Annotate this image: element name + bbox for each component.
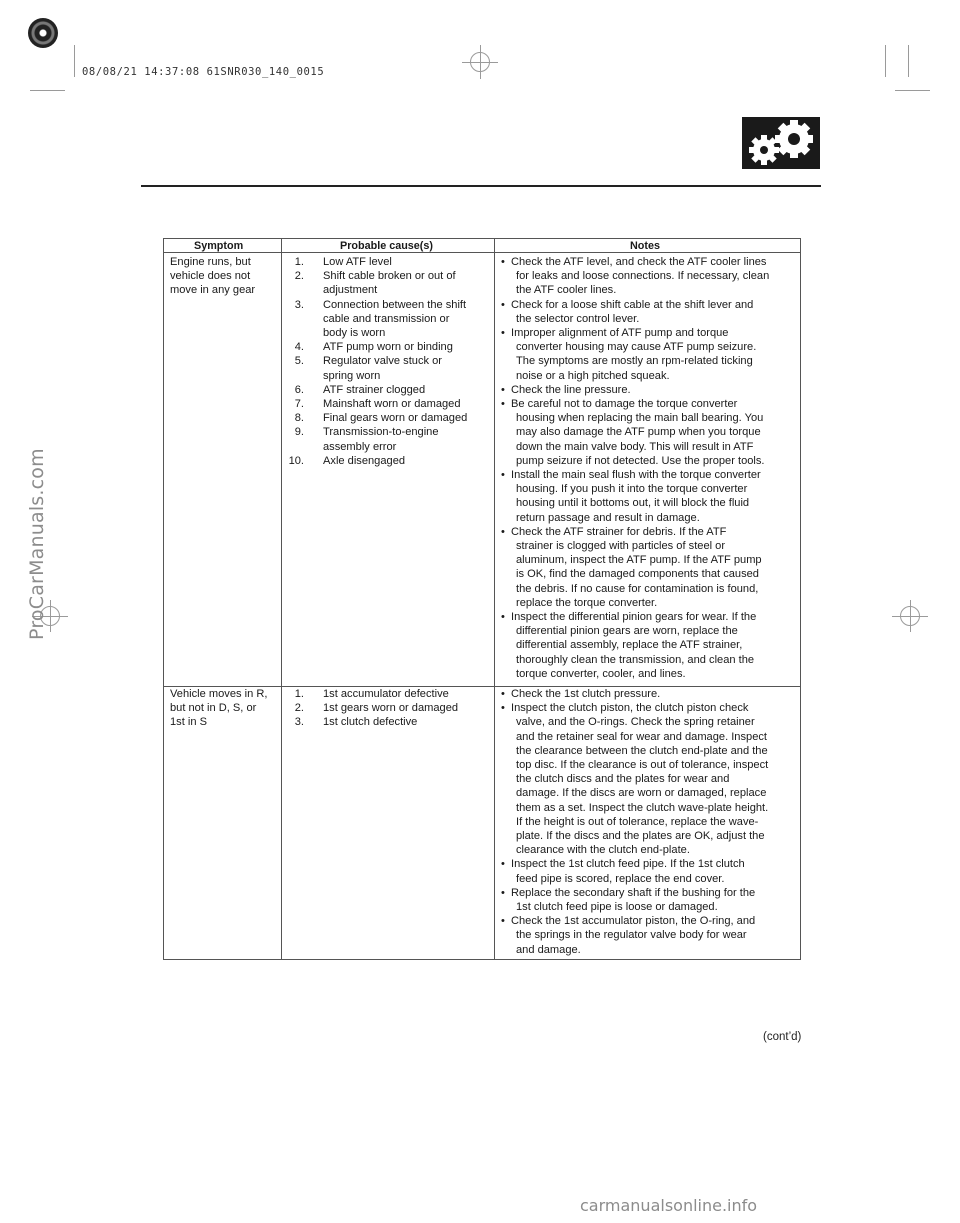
note-text: is OK, find the damaged components that caused	[516, 568, 759, 581]
cause-text: 1st accumulator defective	[323, 688, 449, 700]
note-item	[501, 857, 798, 885]
crop-mark	[74, 45, 75, 77]
note-text: the ATF cooler lines.	[516, 284, 617, 297]
note-text: housing. If you push it into the torque converter	[516, 483, 748, 496]
note-text: Check for a loose shift cable at the shift lever and	[511, 298, 754, 311]
note-text: and damage.	[516, 943, 581, 956]
cause-text: assembly error	[323, 440, 397, 453]
note-text: Check the ATF strainer for debris. If the ATF	[511, 525, 727, 538]
cause-item	[282, 701, 494, 715]
notes-list	[501, 687, 798, 957]
note-text: Inspect the 1st clutch feed pipe. If the 1st clutch	[511, 858, 745, 871]
note-text: strainer is clogged with particles of steel or	[516, 540, 726, 553]
note-text: plate. If the discs and the plates are OK, adjust the	[516, 830, 765, 843]
cause-number: 9.	[294, 426, 304, 439]
note-text: Check the 1st clutch pressure.	[511, 688, 661, 700]
cause-text: Connection between the shift	[323, 298, 467, 311]
note-item	[501, 914, 798, 957]
cause-number: 1.	[294, 688, 304, 700]
note-text: If the height is out of tolerance, replace the wave-	[516, 815, 759, 828]
note-text: thoroughly clean the transmission, and clean the	[516, 653, 755, 666]
note-text: Improper alignment of ATF pump and torque	[511, 327, 729, 340]
bullet: •	[501, 858, 505, 871]
note-text: housing when replacing the main ball bearing. You	[516, 412, 764, 425]
cause-number: 1.	[294, 256, 304, 268]
cause-text: Regulator valve stuck or	[323, 355, 443, 368]
crop-mark	[885, 45, 886, 77]
header-notes: Notes	[630, 240, 660, 252]
bullet: •	[501, 469, 505, 482]
note-item	[501, 886, 798, 914]
note-item	[501, 468, 798, 525]
note-text: Check the ATF level, and check the ATF cooler lines	[511, 256, 767, 268]
cause-text: 1st gears worn or damaged	[323, 702, 459, 715]
cause-item	[282, 397, 494, 411]
cause-text: spring worn	[323, 369, 381, 382]
cause-item	[282, 411, 494, 425]
causes-list	[282, 687, 494, 730]
crosshair-line	[910, 600, 911, 632]
cause-item	[282, 340, 494, 354]
cause-item	[282, 354, 494, 382]
note-text: the clearance between the clutch end-plate and the	[516, 744, 768, 757]
bottom-watermark: carmanualsonline.info	[580, 1196, 758, 1215]
cause-text: adjustment	[323, 284, 378, 297]
cause-text: 1st clutch defective	[323, 716, 418, 729]
header-rule	[141, 185, 821, 187]
bullet: •	[501, 298, 505, 311]
note-text: for leaks and loose connections. If necessary, clean	[516, 270, 770, 283]
note-text: Inspect the clutch piston, the clutch piston check	[511, 702, 749, 715]
bullet: •	[501, 886, 505, 899]
crop-mark	[895, 90, 930, 91]
note-item	[501, 701, 798, 857]
cause-item	[282, 715, 494, 729]
note-item	[501, 255, 798, 298]
note-text: noise or a high pitched squeak.	[516, 369, 670, 382]
note-item	[501, 298, 798, 326]
note-text: the selector control lever.	[516, 312, 640, 325]
symptom-line: Vehicle moves in R,	[170, 688, 268, 700]
cause-number: 10.	[288, 454, 304, 467]
note-text: and the retainer seal for wear and damage. Inspect	[516, 730, 767, 743]
cause-item	[282, 298, 494, 341]
cause-text: Shift cable broken or out of	[323, 270, 456, 283]
bullet: •	[501, 398, 505, 411]
bullet: •	[501, 611, 505, 624]
side-watermark: ProCarManuals.com	[26, 448, 48, 640]
note-text: down the main valve body. This will result in ATF	[516, 440, 754, 453]
note-text: the clutch discs and the plates for wear and	[516, 773, 730, 786]
cause-number: 2.	[294, 270, 304, 283]
note-text: 1st clutch feed pipe is loose or damaged.	[516, 901, 718, 914]
symptom-cell	[170, 687, 278, 730]
note-text: differential assembly, replace the ATF strainer,	[516, 639, 743, 652]
cause-text: Mainshaft worn or damaged	[323, 398, 461, 411]
note-text: them as a set. Inspect the clutch wave-plate height.	[516, 801, 769, 814]
bullet: •	[501, 327, 505, 340]
note-text: Check the line pressure.	[511, 383, 631, 396]
note-text: Replace the secondary shaft if the bushing for the	[511, 886, 756, 899]
bullet: •	[501, 915, 505, 928]
bullet: •	[501, 383, 505, 396]
troubleshooting-table	[163, 238, 801, 960]
bullet: •	[501, 256, 505, 268]
note-item	[501, 383, 798, 397]
cause-item	[282, 255, 494, 269]
continued-label: (cont’d)	[763, 1031, 802, 1043]
cause-number: 4.	[294, 341, 304, 354]
bullet: •	[501, 525, 505, 538]
symptom-line: but not in D, S, or	[170, 702, 257, 715]
header-symptom: Symptom	[194, 240, 244, 252]
note-text: Be careful not to damage the torque converter	[511, 398, 738, 411]
transmission-gears-icon	[742, 117, 820, 169]
crosshair-line	[480, 45, 481, 79]
note-text: converter housing may cause ATF pump seizure.	[516, 341, 757, 354]
note-text: the springs in the regulator valve body for wear	[516, 929, 747, 942]
cause-item	[282, 687, 494, 701]
note-item	[501, 525, 798, 610]
cause-number: 5.	[294, 355, 304, 368]
note-text: aluminum, inspect the ATF pump. If the ATF pump	[516, 554, 762, 567]
crop-mark	[908, 45, 909, 77]
cause-text: Axle disengaged	[323, 454, 406, 467]
bullet: •	[501, 688, 505, 700]
note-item	[501, 397, 798, 468]
cause-number: 2.	[294, 702, 304, 715]
crop-mark	[30, 90, 65, 91]
cause-item	[282, 454, 494, 468]
note-text: differential pinion gears are worn, replace the	[516, 625, 738, 638]
symptom-cell	[170, 255, 278, 298]
cause-text: ATF pump worn or binding	[323, 341, 453, 354]
symptom-line: 1st in S	[170, 716, 207, 729]
cause-text: Final gears worn or damaged	[323, 412, 468, 425]
note-text: Inspect the differential pinion gears for wear. If the	[511, 611, 757, 624]
note-text: housing until it bottoms out, it will block the fluid	[516, 497, 750, 510]
cause-text: body is worn	[323, 327, 386, 340]
crosshair-line	[50, 600, 51, 632]
note-text: Install the main seal flush with the torque converter	[511, 469, 761, 482]
cause-text: Low ATF level	[323, 256, 392, 268]
note-text: Check the 1st accumulator piston, the O-ring, and	[511, 915, 756, 928]
symptom-line: Engine runs, but	[170, 256, 251, 268]
cause-item	[282, 425, 494, 453]
note-text: return passage and result in damage.	[516, 511, 700, 524]
note-text: damage. If the discs are worn or damaged, replace	[516, 787, 767, 800]
cause-number: 3.	[294, 716, 304, 729]
cause-item	[282, 269, 494, 297]
symptom-line: move in any gear	[170, 284, 256, 297]
symptom-line: vehicle does not	[170, 270, 251, 283]
cause-number: 8.	[294, 412, 304, 425]
causes-list	[282, 255, 494, 468]
header-probable-causes: Probable cause(s)	[340, 240, 434, 252]
note-item	[501, 687, 798, 701]
print-stamp: 08/08/21 14:37:08 61SNR030_140_0015	[82, 66, 325, 78]
cause-number: 7.	[294, 398, 304, 411]
cause-text: ATF strainer clogged	[323, 383, 426, 396]
table-header	[164, 239, 800, 253]
note-text: replace the torque converter.	[516, 596, 658, 609]
note-text: valve, and the O-rings. Check the spring retainer	[516, 716, 755, 729]
registration-dot-mark	[28, 18, 58, 48]
cause-number: 6.	[294, 383, 304, 396]
cause-text: cable and transmission or	[323, 312, 450, 325]
cause-item	[282, 383, 494, 397]
note-text: clearance with the clutch end-plate.	[516, 844, 690, 857]
note-text: top disc. If the clearance is out of tolerance, inspect	[516, 759, 769, 772]
cause-number: 3.	[294, 298, 304, 311]
note-text: feed pipe is scored, replace the end cover.	[516, 872, 725, 885]
bullet: •	[501, 702, 505, 715]
note-item	[501, 326, 798, 383]
column-divider	[494, 239, 495, 959]
note-text: the debris. If no cause for contamination is found,	[516, 582, 759, 595]
note-text: torque converter, cooler, and lines.	[516, 667, 686, 680]
note-text: may also damage the ATF pump when you torque	[516, 426, 761, 439]
note-item	[501, 610, 798, 681]
notes-list	[501, 255, 798, 681]
note-text: The symptoms are mostly an rpm-related ticking	[516, 355, 753, 368]
cause-text: Transmission-to-engine	[323, 426, 439, 439]
note-text: pump seizure if not detected. Use the proper tools.	[516, 454, 765, 467]
